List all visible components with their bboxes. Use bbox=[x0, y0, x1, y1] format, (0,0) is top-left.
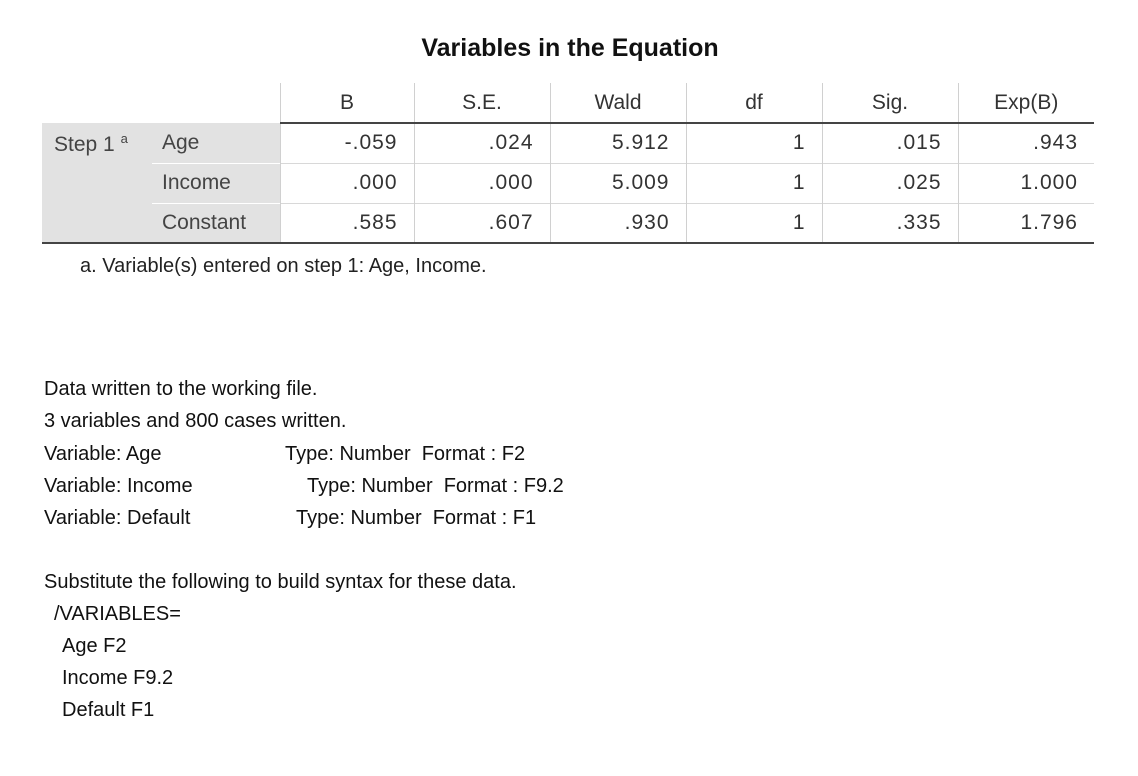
header-blank-variable bbox=[152, 83, 280, 123]
cell-value: 1 bbox=[686, 123, 822, 163]
column-header-wald: Wald bbox=[550, 83, 686, 123]
cell-value: 1.796 bbox=[958, 203, 1094, 243]
column-header-b: B bbox=[280, 83, 414, 123]
log-syntax-line: Age F2 bbox=[62, 635, 127, 657]
table-footnote: a. Variable(s) entered on step 1: Age, Income. bbox=[80, 255, 487, 277]
log-line: 3 variables and 800 cases written. bbox=[44, 410, 347, 432]
cell-value: 1.000 bbox=[958, 163, 1094, 203]
log-syntax-line: Income F9.2 bbox=[62, 667, 174, 689]
log-syntax-line: Default F1 bbox=[62, 699, 155, 721]
cell-value: 5.912 bbox=[550, 123, 686, 163]
column-header-expb: Exp(B) bbox=[958, 83, 1094, 123]
log-syntax-intro: Substitute the following to build syntax for these data. bbox=[44, 571, 517, 593]
step-label-cell bbox=[42, 123, 152, 243]
step-label: Step 1 bbox=[54, 133, 115, 156]
footnote-marker: a bbox=[120, 131, 128, 146]
table-row bbox=[42, 163, 1094, 203]
row-label-income: Income bbox=[152, 163, 280, 203]
cell-value: 1 bbox=[686, 163, 822, 203]
table-title: Variables in the Equation bbox=[421, 34, 719, 62]
log-variable-name: Variable: Income bbox=[44, 475, 193, 497]
cell-value: .024 bbox=[414, 123, 550, 163]
cell-value: -.059 bbox=[280, 123, 414, 163]
cell-value: .015 bbox=[822, 123, 958, 163]
header-blank-step bbox=[42, 83, 152, 123]
cell-value: 1 bbox=[686, 203, 822, 243]
cell-value: .585 bbox=[280, 203, 414, 243]
cell-value: .335 bbox=[822, 203, 958, 243]
cell-value: .607 bbox=[414, 203, 550, 243]
log-variable-name: Variable: Default bbox=[44, 507, 191, 529]
table-row bbox=[42, 203, 1094, 243]
row-label-age: Age bbox=[152, 123, 280, 163]
cell-value: .000 bbox=[414, 163, 550, 203]
column-header-df: df bbox=[686, 83, 822, 123]
column-header-se: S.E. bbox=[414, 83, 550, 123]
log-syntax-variables: /VARIABLES= bbox=[54, 603, 181, 625]
variables-in-equation-table[interactable] bbox=[42, 83, 1094, 244]
log-variable-type: Type: Number Format : F2 bbox=[285, 443, 526, 465]
cell-value: .943 bbox=[958, 123, 1094, 163]
log-variable-type: Type: Number Format : F1 bbox=[296, 507, 537, 529]
table-header-row bbox=[42, 83, 1094, 123]
log-variable-name: Variable: Age bbox=[44, 443, 162, 465]
cell-value: .930 bbox=[550, 203, 686, 243]
cell-value: 5.009 bbox=[550, 163, 686, 203]
log-variable-type: Type: Number Format : F9.2 bbox=[307, 475, 564, 497]
log-line: Data written to the working file. bbox=[44, 378, 318, 400]
column-header-sig: Sig. bbox=[822, 83, 958, 123]
cell-value: .025 bbox=[822, 163, 958, 203]
table-row bbox=[42, 123, 1094, 163]
cell-value: .000 bbox=[280, 163, 414, 203]
row-label-constant: Constant bbox=[152, 203, 280, 243]
